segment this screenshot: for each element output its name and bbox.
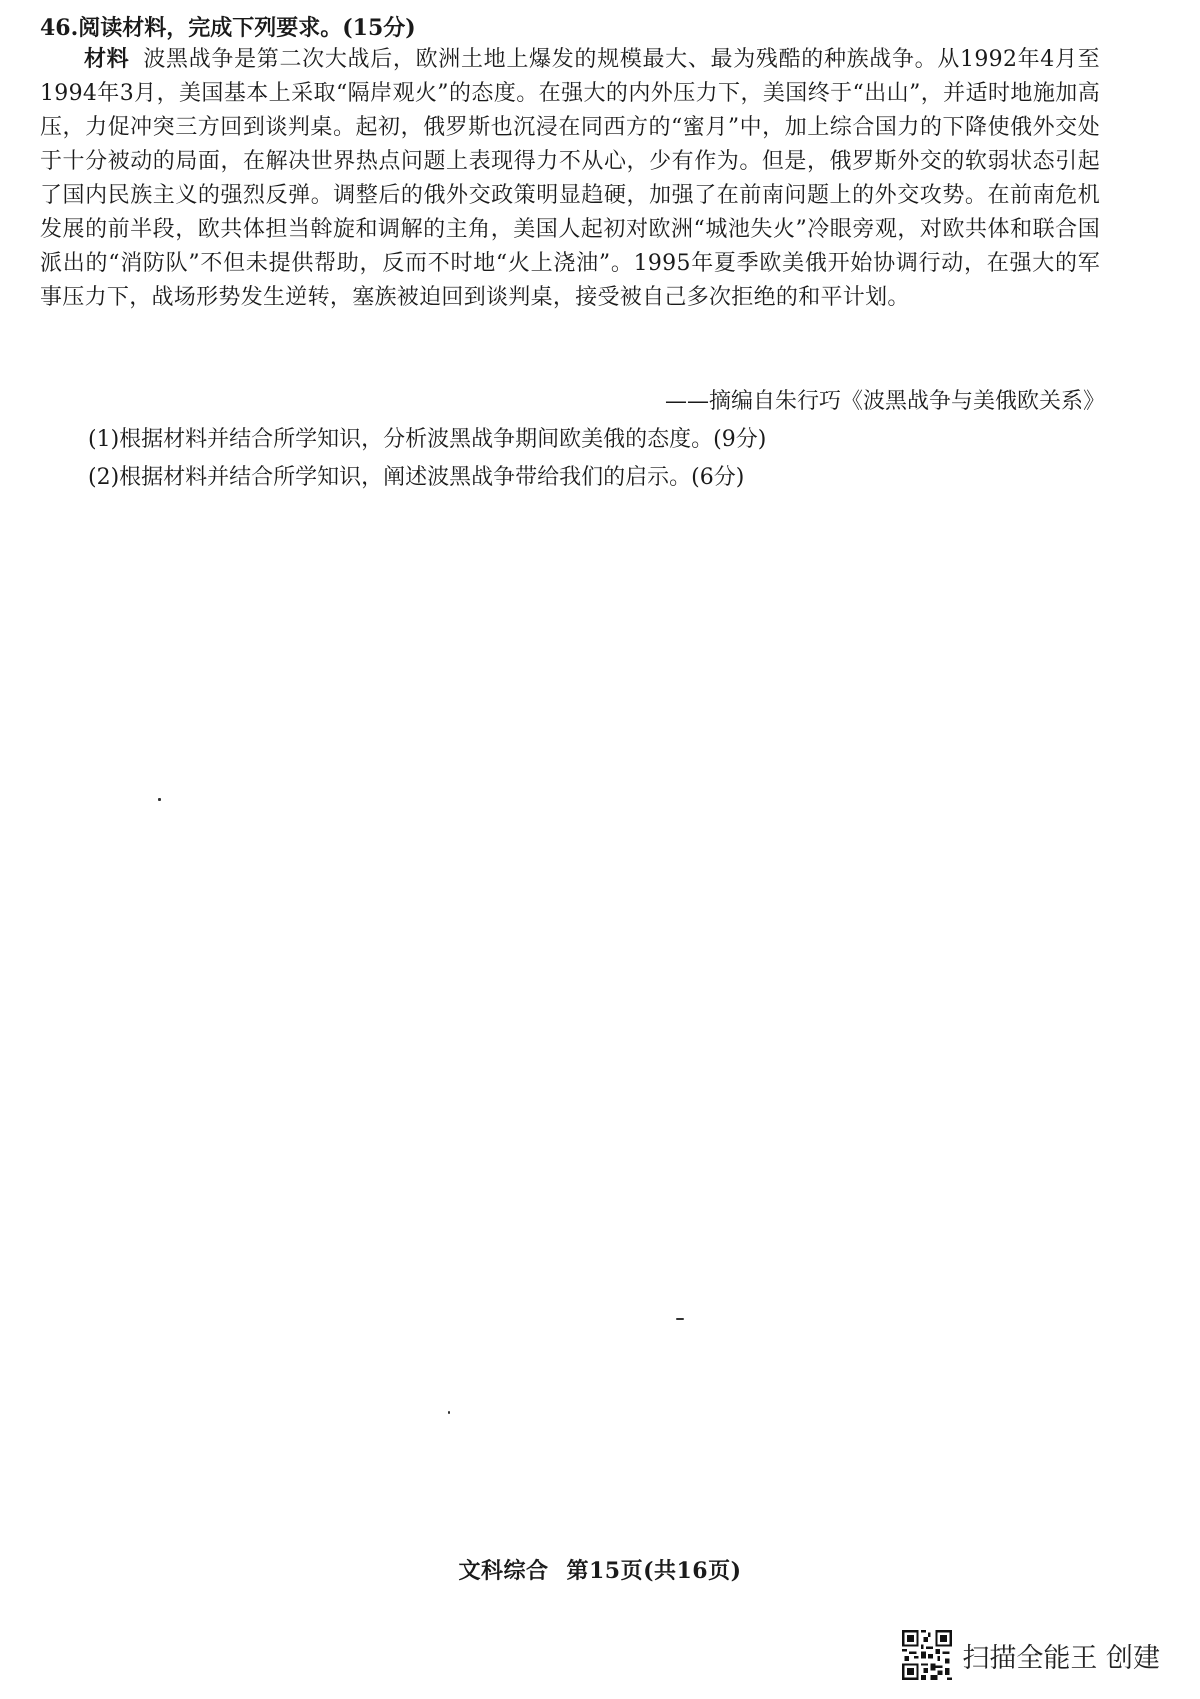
question-title: 46.阅读材料，完成下列要求。(15分)	[40, 15, 416, 41]
scan-speck	[158, 798, 161, 801]
qr-code-icon	[902, 1630, 952, 1680]
scan-speck	[448, 1411, 450, 1414]
page-footer	[0, 1556, 1200, 1586]
footer-page-info: 第15页(共16页)	[566, 1558, 742, 1584]
scanner-label: 扫描全能王 创建	[962, 1642, 1160, 1674]
sub-question-2: (2)根据材料并结合所学知识，阐述波黑战争带给我们的启示。(6分)	[88, 465, 745, 490]
material-paragraph	[40, 42, 1100, 315]
material-text: 波黑战争是第二次大战后，欧洲土地上爆发的规模最大、最为残酷的种族战争。从1992年4月至1994年3月，美国基本上采取“隔岸观火”的态度。在强大的内外压力下，美国终于“出山”，并适时地施加高压，力促冲突三方回到谈判桌。起初，俄罗斯也沉浸在同西方的“蜜月”中，加上综合国力的下降使俄外交处于十分被动的局面，在解决世界热点问题上表现得力不从心，少有作为。但是，俄罗斯外交的软弱状态引起了国内民族主义的强烈反弹。调整后的俄外交政策明显趋硬，加强了在前南问题上的外交攻势。在前南危机发展的前半段，欧共体担当斡旋和调解的主角，美国人起初对欧洲“城池失火”冷眼旁观，对欧共体和联合国派出的“消防队”不但未提供帮助，反而不时地“火上浇油”。1995年夏季欧美俄开始协调行动，在强大的军事压力下，战场形势发生逆转，塞族被迫回到谈判桌，接受被自己多次拒绝的和平计划。	[40, 47, 1100, 310]
scan-speck	[676, 1318, 684, 1320]
material-source: ——摘编自朱行巧《波黑战争与美俄欧关系》	[664, 389, 1105, 414]
material-label: 材料	[84, 46, 130, 72]
sub-question-1: (1)根据材料并结合所学知识，分析波黑战争期间欧美俄的态度。(9分)	[88, 427, 767, 452]
footer-subject: 文科综合	[458, 1558, 549, 1584]
scanner-watermark	[902, 1630, 1160, 1680]
